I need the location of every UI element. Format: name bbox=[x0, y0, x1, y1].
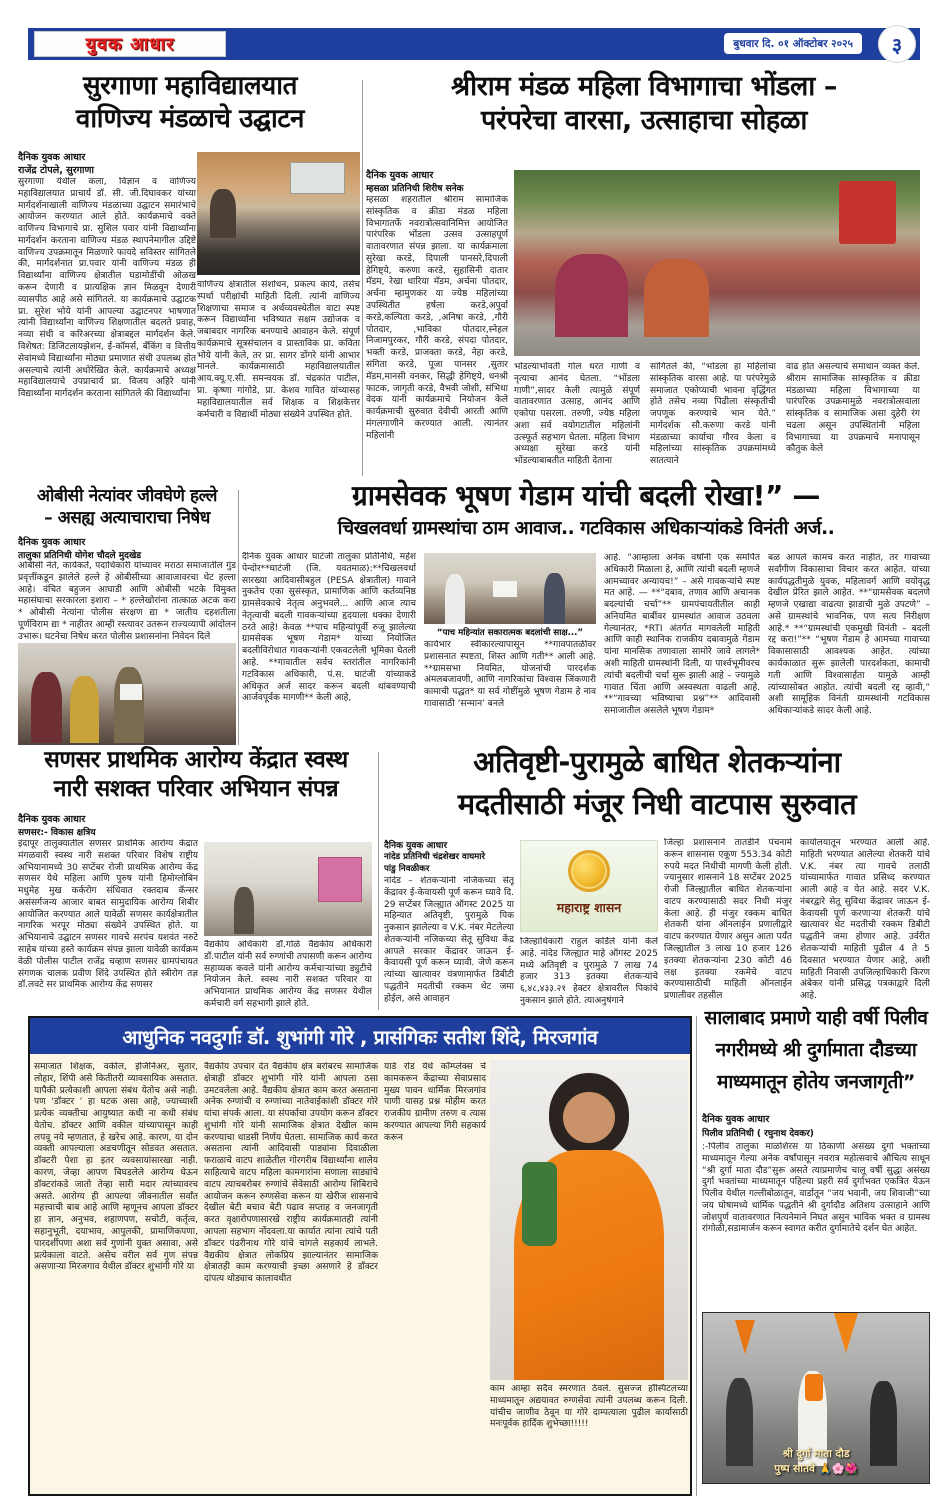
a2-photo-figure2 bbox=[644, 259, 709, 337]
portrait-blouse bbox=[522, 1162, 558, 1245]
a2-headline-line1: श्रीराम मंडळ महिला विभागाचा भोंडला – bbox=[451, 71, 837, 102]
a1-classroom-photo bbox=[197, 152, 360, 275]
durgadaud-headline-line1: सालाबाद प्रमाणे याही वर्षी पिलीव bbox=[704, 1007, 928, 1029]
saffron-flag-icon2 bbox=[834, 1313, 858, 1353]
navdurga-body-col3: यार्ड रोड येथे कॉम्प्लेक्स चे कामकरून केंद्राच्या सेवाप्रसाद मुख्य पावन धार्मिक मिरजगांव पाणी यासह प्रश्न मोहीम करत राजकीय ग्रामीण तरुण व त्यास करण्यात आपल्या गिरी सहकार्य करून bbox=[384, 1062, 486, 1143]
obc-reporter: तालुका प्रतिनिधी योगेश चौदले मुदखेड bbox=[18, 551, 142, 561]
a2-photo-flag bbox=[839, 181, 896, 244]
portrait-face bbox=[563, 1092, 614, 1143]
gedam-handover-photo bbox=[424, 553, 596, 624]
obc-group-photo bbox=[18, 643, 236, 745]
sansar-credit: दैनिक युवक आधार bbox=[18, 814, 86, 825]
durgadaud-body: :-पिलीव तालुका माळशिरस या ठिकाणी असंख्य दुर्गा भक्तांच्या माध्यमातून गेल्या अनेक वर्षांपासून नवरात्र महोत्सवाचे औचित्य साधून “श्री दुर्गा माता दौड”सुरू असते त्याप्रमाणेच चालू वर्षी सुद्धा असंख्य दुर्गा भक्तांच्या माध्यमातून पहिल्या प्रहरी सर्व दुर्गाभक्त एकत्रित येऊन पिलीव येथील गल्लीबोळातून, वार्डातून “जय भवानी, जय शिवाजी”च्या जय घोषामध्ये धार्मिक पद्धतीने श्री दुर्गादौड अतिशय उत्साहाने आणि जोशपुर्ण वातावरणात नित्यनेमाने निघत असुन भाविक भक्त व ग्रामस्थ रांगोळी,सडामार्जन करून स्वागत करीत दुर्गामातेचे दर्शन घेत आहेत. bbox=[702, 1142, 930, 1235]
page-number-badge: ३ bbox=[878, 25, 916, 63]
gedam-headline: ग्रामसेवक भूषण गेडाम यांची बदली रोखा!” — bbox=[352, 479, 820, 512]
nidhi-body-col3: जिल्हा प्रशासनाने तातडीने पंचनामे करून शासनास एकूण 553.34 कोटी रुपये मदत निधीची मागणी केली होती. ज्यानुसार शासनाने 18 सप्टेंबर 2025 रोजी जिल्ह्यातील बाधित शेतकऱ्यांना वाटप करण्यासाठी सदर निधी मंजुर केला आहे. ही मंजुर रक्कम बाधित शेतकरी यांना ऑनलाईन प्रणालीद्वारे वाटप करण्यात येणार असुन आता पर्यंत जिल्ह्यातील 3 लाख 10 हजार 126 इतक्या शेतकऱ्यांना 230 कोटी 46 लक्ष इतक्या रकमेचे वाटप करण्यासाठीची माहिती ऑनलाईन प्रणालीवर तहसील bbox=[664, 838, 792, 1002]
navdurga-body-col2: वैद्यकीय उपचार देत वैद्यकीय क्षेत्र बरोबरच सामाजिक क्षेत्राही डॉक्टर शुभांगी गोरे यांनी आपला ठसा उमटवलेला आहे. वैद्यकीय क्षेत्रात काम करत असताना अनेक रुग्णांची व रुग्णांच्या नातेवाईकांशी डॉक्टर गोरे यांचा संपर्क आला. या संपर्काचा उपयोग करून डॉक्टर शुभांगी गोरे यांनी सामाजिक क्षेत्रात देखील काम करण्याचा धाडसी निर्णय घेतला. सामाजिक कार्य करत असताना त्यांनी आदिवासी पाड्यांना दिवाळीला फराळाचे वाटप शाळेतील गोरगरीब विद्यार्थ्यांना शालेय साहित्याचे वाटप महिला कामगारांना सणाला साड्यांचे वाटप त्याचबरोबर रुग्णांचे सेवेसाठी आरोग्य शिबिराचे आयोजन करून रुग्णसेवा करून या खेरीज शासनाचे देखील बेटी बचाव बेटी पढाव सप्ताह व जनजागृती करत वृक्षारोपणासारखे राष्ट्रीय कार्यक्रमातही त्यांनी आपला सहभाग नोंदवला.या कार्यात त्यांना त्यांचे पती डॉक्टर पंढरीनाथ गोरे यांचे चांगले सहकार्य लाभले. वैद्यकीय क्षेत्रात लोकप्रिय झाल्यानंतर सामाजिक क्षेत्रातही काम करण्याची इच्छा असणारे हे डॉक्टर दांपत्य थोड्याच कालावधीत bbox=[204, 1062, 378, 1285]
obc-body: ओबीसी नेते, कार्यकर्ते, पदाधिकारी यांच्यावर मराठा समाजातील गुंड प्रवृत्तींकडून झालेले हल्ले हे ओबीसीच्या आवाजावरचा थेट हल्ला आहे। वंचित बहुजन आघाडी आणि ओबीसी भटके विमुक्त महासंघाचा सरकारला इशारा – * हल्लेखोरांना तात्काळ अटक करा * ओबीसी नेत्यांना पोलीस संरक्षण द्या * जातीय दहशतीला पूर्णविराम द्या * नाहीतर आम्ही रस्त्यावर उतरून राज्यव्यापी आंदोलन उभारू। घटनेचा निषेध करत पोलीस प्रशासनांना निवेदन दिले bbox=[18, 561, 236, 641]
gedam-body-col1: दैनिक युवक आधार घाटंजी तालुका प्रतिनिधि, महेश पेन्दोर**घाटंजी (जि. यवतमाळ):**चिखलवर्धा सारख्या आदिवासीबहुल (PESA क्षेत्रातील) गावाने नुकतेच एका सुसंस्कृत, प्रामाणिक आणि कर्तव्यनिष्ठ ग्रामसेवकाचे नेतृत्व अनुभवले... आणि आज त्याच नेतृत्वाची बदली गावकऱ्यांच्या हृदयाला धक्का देणारी ठरते आहे! केवळ **पाच महिन्यांपूर्वी रुजू झालेल्या ग्रामसेवक भूषण गेडाम* यांच्या नियोजित बदलीविरोधात गावकऱ्यांनी एकवटलेली भूमिका घेतली आहे. **गावातील सर्वच स्तरांतील नागरिकांनी गटविकास अधिकारी, पं.स. घाटंजी यांच्याकडे अधिकृत अर्ज सादर करून बदली थांबवण्याची आर्जवपूर्वक मागणी** केली आहे, bbox=[242, 552, 416, 704]
a1-photo-blackboard bbox=[290, 162, 345, 194]
durgadaud-headline-line3: माध्यमातून होतेय जनजागृती” bbox=[717, 1071, 915, 1093]
a1-body-col1: सुरगाणा येथील कला, विज्ञान व वाणिज्य महाविद्यालयात प्राचार्य डॉ. सी. जी.दिघावकर यांच्या मार्गदर्शनाखाली वाणिज्य मंडळाच्या उद्घाटन समारंभाचे आयोजन करण्यात आले होते. कार्यक्रमाचे वक्ते वाणिज्य विभागाचे प्रा. सुशिल पवार यांनी विद्यार्थ्यांना मार्गदर्शन करताना वाणिज्य मंडळ स्थापनेमागील उद्दिष्टे वाणिज्य उपक्रमातून मिळणारे फायदे सविस्तर सांगितले की, मार्गदर्शनात प्रा.पवार यांनी वाणिज्य मंडळ ही विद्यार्थ्यांना वाणिज्य क्षेत्रातील घडामोडींची ओळख करून देणारी व प्रात्यक्षिक ज्ञान मिळवून देणारी व्यासपीठ आहे असे सांगितले. या कार्यक्रमाचे उद्घाटक प्रा. सुरेश भोये यांनी आपल्या उद्घाटनपर भाषणात त्यांनी विद्यार्थ्यांना वाणिज्य शिक्षणातील बदलते प्रवाह, नव्या संधी व करिअरच्या क्षेत्राबद्दल मार्गदर्शन केले. विशेषत: डिजिटलायझेशन, ई-कॉमर्स, बँकिंग व वित्तीय सेवांमध्ये विद्यार्थ्यांना मोठ्या प्रमाणात संधी उपलब्ध होत असल्याचे त्यांनी अधोरेखित केले. कार्यक्रमाचे अध्यक्ष महाविद्यालयाचे उपप्राचार्य प्रा. विजय अहिरे यांनी विद्यार्थ्यांना मार्गदर्शन करताना सांगितले की विद्यार्थ्यांना bbox=[18, 177, 196, 400]
a1-body-col2: वाणिज्य क्षेत्रातील संशोधन, प्रकल्प कार्य, तसेच स्पर्धा परीक्षांची माहिती दिली. त्यांनी वाणिज्य शिक्षणाचा समाज व अर्थव्यवस्थेतील वाटा स्पष्ट करून विद्यार्थ्यांना भविष्यात सक्षम उद्योजक व जबाबदार नागरिक बनण्याचे आवाहन केले. संपूर्ण कार्यक्रमाचे सूत्रसंचालन व प्रास्ताविक प्रा. कविता भोये यांनी केले, तर प्रा. सागर डोंगरे यांनी आभार मानले. कार्यक्रमासाठी महाविद्यालयातील आय.क्यू.ए.सी. समन्वयक डॉ. चंद्रकांत पाटील, प्रा. कृष्णा गांगोडे, प्रा. केशव गावित यांच्यासह महाविद्यालयातील सर्व शिक्षक व शिक्षकेत्तर कर्मचारी व विद्यार्थी मोठ्या संख्येने उपस्थित होते. bbox=[197, 280, 360, 420]
nidhi-credit: दैनिक युवक आधार bbox=[384, 841, 448, 851]
a1-reporter: राजेंद्र टोपले, सुरगाणा bbox=[18, 165, 94, 176]
procession-figure2-scarf bbox=[805, 1374, 823, 1401]
nidhi-reporter2: पांडु निवळीकर bbox=[384, 864, 430, 874]
obc-photo-figure2 bbox=[70, 676, 98, 743]
divider-a1-a2 bbox=[362, 80, 363, 476]
gedam-photo-figure bbox=[445, 574, 466, 624]
nidhi-headline-line1: अतिवृष्टी-पुरामुळे बाधित शेतकऱ्यांना bbox=[473, 745, 841, 779]
durgadaud-photo-caption-line1: श्री दुर्गा माता दौड bbox=[782, 1447, 850, 1460]
gedam-subhead: चिखलवर्धा ग्रामस्थांचा ठाम आवाज.. गटविकास अधिकाऱ्यांकडे विनंती अर्ज.. bbox=[337, 518, 835, 539]
durgadaud-procession-photo bbox=[702, 1312, 930, 1484]
sansar-photo-figure bbox=[234, 887, 254, 934]
sansar-reporter: सणसर:- विकास क्षत्रिय bbox=[18, 828, 96, 838]
navdurga-body-col1: समाजात शिक्षक, वकील, इंजिनिअर, सुतार, लोहार, शिंपी असे कितीतरी व्यावसायिक असतात. यापैकी प्रत्येकाशी आपला संबंध येतोच असे नाही. पण ‘डॉक्टर ’ हा घटक असा आहे, ज्याच्याशी प्रत्येक व्यक्तीचा आयुष्यात कधी ना कधी संबंध येतोच. डॉक्टर आणि वकील यांच्यापासून काही लपवू नये म्हणतात, हे खरेच आहे. कारण, या दोन व्यक्ती आपल्याला अडचणीतून सोडवत असतात. डॉक्टरी पेशा हा इतर व्यवसायांसारखा नाही. कारण, जेव्हा आपण बिघडलेले आरोग्य घेऊन डॉक्टरांकडे जातो तेव्हा सारी मदार त्यांच्यावरच असते. आरोग्य ही आपल्या जीवनातील सर्वांत महत्त्वाची बाब आहे आणि म्हणूनच आपला डॉक्टर हा ज्ञान, अनुभव, शहाणपण, सचोटी, कर्तृत्व, सहानुभूती, दयाभाव, आपुलकी, प्रामाणिकपणा, पारदर्शीपणा अशा सर्व गुणांनी युक्त असावा, असे प्रत्येकाला वाटते. असेच वरील सर्व गुण संपन्न असणाऱ्या मिरजगाव येथील डॉक्टर शुभांगी गोरे या bbox=[34, 1062, 198, 1273]
a2-credit: दैनिक युवक आधार bbox=[366, 170, 434, 181]
a2-headline-line2: परंपरेचा वारसा, उत्साहाचा सोहळा bbox=[481, 105, 807, 136]
gedam-photo-caption: “पाच महिन्यांत सकारात्मक बदलांची साक्ष...” bbox=[436, 628, 584, 638]
sansar-body-col2: वैद्यकीय अधिकारी डॉ.गोळे वैद्यकीय अधिकारी डॉ.पाटील यांनी सर्व रुग्णांची तपासणी करून आरोग्य सहाय्यक कवले यांनी आरोग्य कर्मचाऱ्यांच्या ड्युटीचे नियोजन केले. स्वस्थ नारी सशक्त परिवार या अभियानात प्राथमिक आरोग्य केंद्र सणसर येथील कर्मचारी वर्ग सहभागी झाले होते. bbox=[204, 940, 372, 1009]
durgadaud-photo-caption bbox=[703, 1447, 929, 1477]
sansar-body-col1: इंदापूर तालुक्यातील सणसर प्राथमिक आरोग्य केंद्रात मंगळवारी स्वस्थ नारी सशक्त परिवार विशेष राष्ट्रीय अभियानामध्ये 30 सप्टेंबर रोजी प्राथमिक आरोग्य केंद्र सणसर येथे महिला आणि पुरुष यांनी हिमोग्लोबिन मधुमेह मुख कर्करोग संधिवात रक्तदाब कॅन्सर असंसर्गजन्य आजार बाबत सामुदायिक आरोग्य शिबीर आयोजित करण्यात आले यावेळी सणसर कार्यक्षेत्रातील नागरिक भरपूर मोठ्या संख्येने उपस्थित होते. या अभियानाचे उद्घाटन सणसर गावचे सरपंच यशवंत नरुटे साहेब यांच्या हस्ते कार्यक्रम संपन्न झाला यावेळी कार्यक्रम वेळी पोलीस पाटील राजेंद्र चव्हाण सणसर ग्रामपंचायत संगणक चालक प्रवीण शिंदे उपस्थित होते स्त्रीरोग तज्ञ डॉ.लवटे सर प्राथमिक आरोग्य केंद्र सणसर bbox=[18, 839, 198, 991]
obc-headline-line1: ओबीसी नेत्यांवर जीवघेणे हल्ले bbox=[36, 486, 217, 506]
durgadaud-credit: दैनिक युवक आधार bbox=[702, 1114, 770, 1125]
navdurga-body-col4: काम आम्हा सदैव स्मरणात ठेवले. सुसज्ज हॉस्पिटलच्या माध्यमातून अद्ययावत रुग्णसेवा त्यांनी उपलब्ध करून दिली. यांचीच जाणीव ठेवून या गोरे दाम्पत्याला पुढील कार्यासाठी मनःपूर्वक हार्दिक शुभेच्छा!!!!! bbox=[490, 1384, 688, 1430]
navdurga-headline-bar bbox=[30, 1018, 690, 1054]
govt-seal-label: महाराष्ट्र शासन bbox=[556, 900, 622, 915]
gedam-body-col3: आहे. “आम्हाला अनेक वर्षांनी एक समर्पित अधिकारी मिळाला हे, आणि त्यांची बदली म्हणजे आमच्यावर अन्यायच!” – असे गावकऱ्यांचे स्पष्ट मत आहे. — **“दबाव, तणाव आणि अचानक बदल्यांची चर्चा”** ग्रामपंचायतीतील काही अनियमित बाबींवर ग्रामस्थांत आवाज उठवला गेल्यानंतर, *RTI अंतर्गत मागवलेली माहिती आणि काही स्थानिक राजकीय दबावामुळे गेडाम यांना मानसिक तणावाला सामोरे जावे लागले* अशी माहिती ग्रामस्थांनी दिली, या पार्श्वभूमीवरच त्यांची बदलीची चर्चा सुरू झाली आहे – ज्यामुळे गावात चिंता आणि अस्वस्थता वाढली आहे. **“गावच्या भविष्याचा प्रश्न”** आदिवासी समाजातील असलेले भूषण गेडाम* bbox=[604, 553, 760, 717]
a1-photo-figure bbox=[210, 189, 236, 238]
saffron-flag-icon bbox=[735, 1320, 755, 1354]
obc-photo-figure bbox=[31, 672, 62, 743]
divider-sansar-nidhi bbox=[378, 752, 379, 1010]
a2-body-col2: भोंडल्याभोवती गोल धरत गाणी व नृत्याचा आनंद घेतला. “भोंडला गाणी”,सादर केली त्यामुळे संपूर्ण वातावरणात उत्साह, आनंद आणि एकोपा पसरला. तरुणी, ज्येष्ठ महिला अशा सर्व वयोगटातील महिलांनी उत्स्फूर्त सहभाग घेतला. महिला विभाग अध्यक्षा सुरेखा करडे यांनी भोंडल्याबाबतीत माहिती देताना bbox=[514, 362, 640, 467]
nidhi-body-col1: नांदेड – शेतकऱ्यांनी नजिकच्या सेतू केंद्रावर ई-केवायसी पूर्ण करून घ्यावे दि. 29 सप्टेंबर जिल्ह्यात ऑगस्ट 2025 या महिन्यात अतिवृष्टी, पुरामुळे पिक नुकसान झालेल्या व V.K. नंबर मेटलेल्या शेतकऱ्यांनी नजिकच्या सेतू सुविधा केंद्र आपले सरकार केंद्रावर जाऊन ई-केवायसी पूर्ण करून घ्यावी. जेणे करून त्यांच्या खात्यावर यंत्रणामार्फत डिबीटी पद्धतीने मदतीची रक्कम थेट जमा होईल, असे आवाहन bbox=[384, 876, 514, 1004]
a2-bhondla-photo bbox=[514, 170, 920, 356]
nidhi-reporter: नांदेड प्रतिनिधी चंद्रशेखर वाघमारे bbox=[384, 852, 486, 862]
a2-reporter: म्हसळा प्रतिनिधी शिरीष सनेक bbox=[366, 184, 464, 194]
obc-photo-figure3 bbox=[114, 667, 145, 742]
a1-credit: दैनिक युवक आधार bbox=[18, 152, 86, 163]
sansar-headline-line1: सणसर प्राथमिक आरोग्य केंद्रात स्वस्थ bbox=[44, 747, 348, 773]
gedam-body-col4: बळ आपले कामच करत नाहीत, तर गावाच्या सर्वांगीण विकासाचा विचार करत आहेत. यांच्या कार्यपद्धतीमुळे युवक, महिलावर्ग आणि वयोवृद्ध देखील प्रेरित झाले आहेत. **“ग्रामसेवक बदलणे म्हणजे एखाद्या वाढत्या झाडाची मुळे उपटणे” – असे ग्रामस्थांचे भावनिक, पण सत्य निरीक्षण आहे.* **“ग्रामस्थांची एकमुखी विनंती – बदली रद्द करा!”** “भूषण गेडाम हे आमच्या गावाच्या विकासासाठी आवश्यक आहेत. त्यांच्या कार्यकाळात सुरू झालेली पारदर्शकता, कामाची गती आणि विश्वासार्हता यामुळे आम्ही त्यांच्यासोबत आहोत. त्यांची बदली रद्द व्हावी,” अशी सामूहिक विनंती ग्रामस्थांनी गटविकास अधिकाऱ्यांकडे सादर केली आहे. bbox=[768, 553, 930, 717]
a2-photo-figure bbox=[555, 254, 628, 338]
a1-headline-line1: सुरगाणा महाविद्यालयात bbox=[82, 71, 298, 101]
newspaper-logo-text: युवक आधार bbox=[85, 34, 175, 55]
divider-obc-gedam bbox=[238, 490, 239, 745]
navdurga-headline: आधुनिक नवदुर्गाः डॉ. शुभांगी गोरे , प्रासंगिकः सतीश शिंदे, मिरजगांव bbox=[122, 1025, 598, 1049]
navdurga-portrait-photo bbox=[490, 1060, 688, 1380]
durgadaud-headline-line2: नगरीमध्ये श्री दुर्गामाता दौडच्या bbox=[715, 1039, 917, 1061]
maharashtra-govt-seal bbox=[520, 840, 658, 932]
masthead-bar bbox=[28, 28, 920, 60]
durgadaud-photo-caption-line2: पुष्प सातवे 🙏🌸🌺 bbox=[774, 1462, 858, 1475]
sansar-camp-photo bbox=[204, 842, 372, 936]
gedam-photo-figure2 bbox=[544, 573, 565, 624]
nidhi-body-col2: जिल्हाधिकारी राहुल कर्डिले यांनी केले आहे. नांदेड जिल्ह्यात माहे ऑगस्ट 2025 मध्ये अतिवृष्टी व पुरामुळे 7 लाख 74 हजार 313 इतक्या शेतकऱ्यांचे ६,४८,४३३.२१ हेक्टर क्षेत्रावरील पिकांचे नुकसान झाले होते. त्याअनुषंगाने bbox=[520, 937, 658, 1006]
sansar-headline-line2: नारी सशक्त परिवार अभियान संपन्न bbox=[53, 776, 339, 802]
gedam-photo-letter bbox=[493, 581, 517, 597]
obc-headline-line2: – असह्य अत्याचाराचा निषेध bbox=[44, 508, 210, 528]
durgadaud-reporter: पिलीव प्रतिनिधी ( रघुनाथ देवकर) bbox=[702, 1129, 814, 1139]
a1-headline-line2: वाणिज्य मंडळाचे उद्घाटन bbox=[75, 104, 305, 134]
gedam-body-col2: कार्यभार स्वीकारल्यापासून **गावपातळीवर प्रशासनात स्पष्टता, शिस्त आणि गती** आली आहे. **ग्रामसभा नियमित, योजनांची पारदर्शक अंमलबजावणी, आणि नागरिकांचा विश्वास जिंकणारी कामाची पद्धत* या सर्व गोष्टींमुळे भूषण गेडाम हे नाव गावासाठी ‘सन्मान’ बनले bbox=[424, 640, 596, 709]
obc-credit: दैनिक युवक आधार bbox=[18, 537, 86, 548]
nidhi-body-col4: कार्यालयातून भरण्यात आली आहे. माहिती भरण्यात आलेल्या शेतकरी यांचे V.K. नंबर त्या गावचे तलाठी यांच्यामार्फत गावात प्रसिध्द करण्यात आली आहे व येत आहे. सदर V.K. नंबरद्वारे सेतू सुविधा केंद्रावर जाऊन ई-केवायसी पूर्ण करणाऱ्या शेतकरी यांचे खात्यावर थेट मदतीची रक्कम डिबीटी पद्धतीने जमा होणार आहे. उर्वरीत शेतकऱ्यांची माहिती पुढील 4 ते 5 दिवसात भरण्यात येणार आहे, अशी माहिती निवासी उपजिल्हाधिकारी किरण अंबेकर यांनी प्रसिद्ध पत्रकाद्वारे दिली आहे. bbox=[800, 838, 930, 1002]
obc-photo-memorandum bbox=[120, 684, 142, 700]
a2-body-col4: वाढ होत असल्याचे समाधान व्यक्त केले. श्रीराम सामाजिक सांस्कृतिक व क्रीडा मंडळाच्या महिला विभागाच्या या पारंपरिक उपक्रमामुळे नवरात्रोत्सवाला सांस्कृतिक व सामाजिक असा दुहेरी रंग चढला असून उपस्थितांनी महिला विभागाच्या या उपक्रमाचे मनापासून कौतुक केले bbox=[786, 362, 920, 455]
divider-navdurga-durgadaud bbox=[696, 1016, 697, 1496]
a2-body-col3: सांगितले की, “भोंडला हा महिलांचा सांस्कृतिक वारसा आहे. या परंपरेमुळे समाजात एकोप्याची भावना वृद्धिंगत होते तसेच नव्या पिढीला संस्कृतीची जपणूक करण्याचे भान येते.” मार्गदर्शक सौ.करुणा करडे यांनी मंडळाच्या कार्याचा गौरव केला व महिलांच्या सांस्कृतिक उपक्रमांमध्ये सातत्याने bbox=[650, 362, 776, 467]
nidhi-headline-line2: मदतीसाठी मंजूर निधी वाटपास सुरुवात bbox=[457, 787, 857, 821]
a2-body-col1: म्हसळा शहरातील श्रीराम सामाजिक सांस्कृतिक व क्रीडा मंडळ महिला विभागातर्फे नवरात्रोत्सवानिमित्त आयोजित पारंपरिक भोंडला उत्सव उत्साहपूर्ण वातावरणात संपन्न झाला. या कार्यक्रमाला सुरेखा करडे, दिपाली पानसरे,दिपाली हेगिष्ट्ये, करुणा करडे, सुहासिनी दातार मॅडम, रेखा धारिया मॅडम, अर्चना पोतदार, अर्चना म्हामुणकर या ज्येष्ठ महिलांच्या उपस्थितीत हर्षला करडे,अपुर्वा करडे,कल्पिता करडे, ,अनिषा करडे, ,गौरी पोतदार, ,भाविका पोतदार,स्नेहल निजामपुरकर, गौरी करडे, संपदा पोतदार, भक्ती करडे, प्राजक्ता करडे, नेहा करडे, संगिता करडे, पूजा पानसर ,सुतार मॅडम,मानसी वनकर, सिद्धी हेगिष्ट्ये, धनश्री फाटक, जागृती करडे, वैभवी जोशी, संभिधा वेदक यांनी कार्यक्रमाचे नियोजन केले कार्यक्रमाची सुरुवात देवीची आरती आणि मंगलगाणीने करण्यात आली. त्यानंतर महिलांनी bbox=[366, 195, 508, 441]
govt-seal-icon bbox=[568, 850, 610, 892]
newspaper-logo bbox=[34, 31, 226, 57]
sansar-photo-banner bbox=[318, 857, 362, 902]
edition-date: बुधवार दि. ०१ ऑक्टोबर २०२५ bbox=[724, 33, 862, 54]
